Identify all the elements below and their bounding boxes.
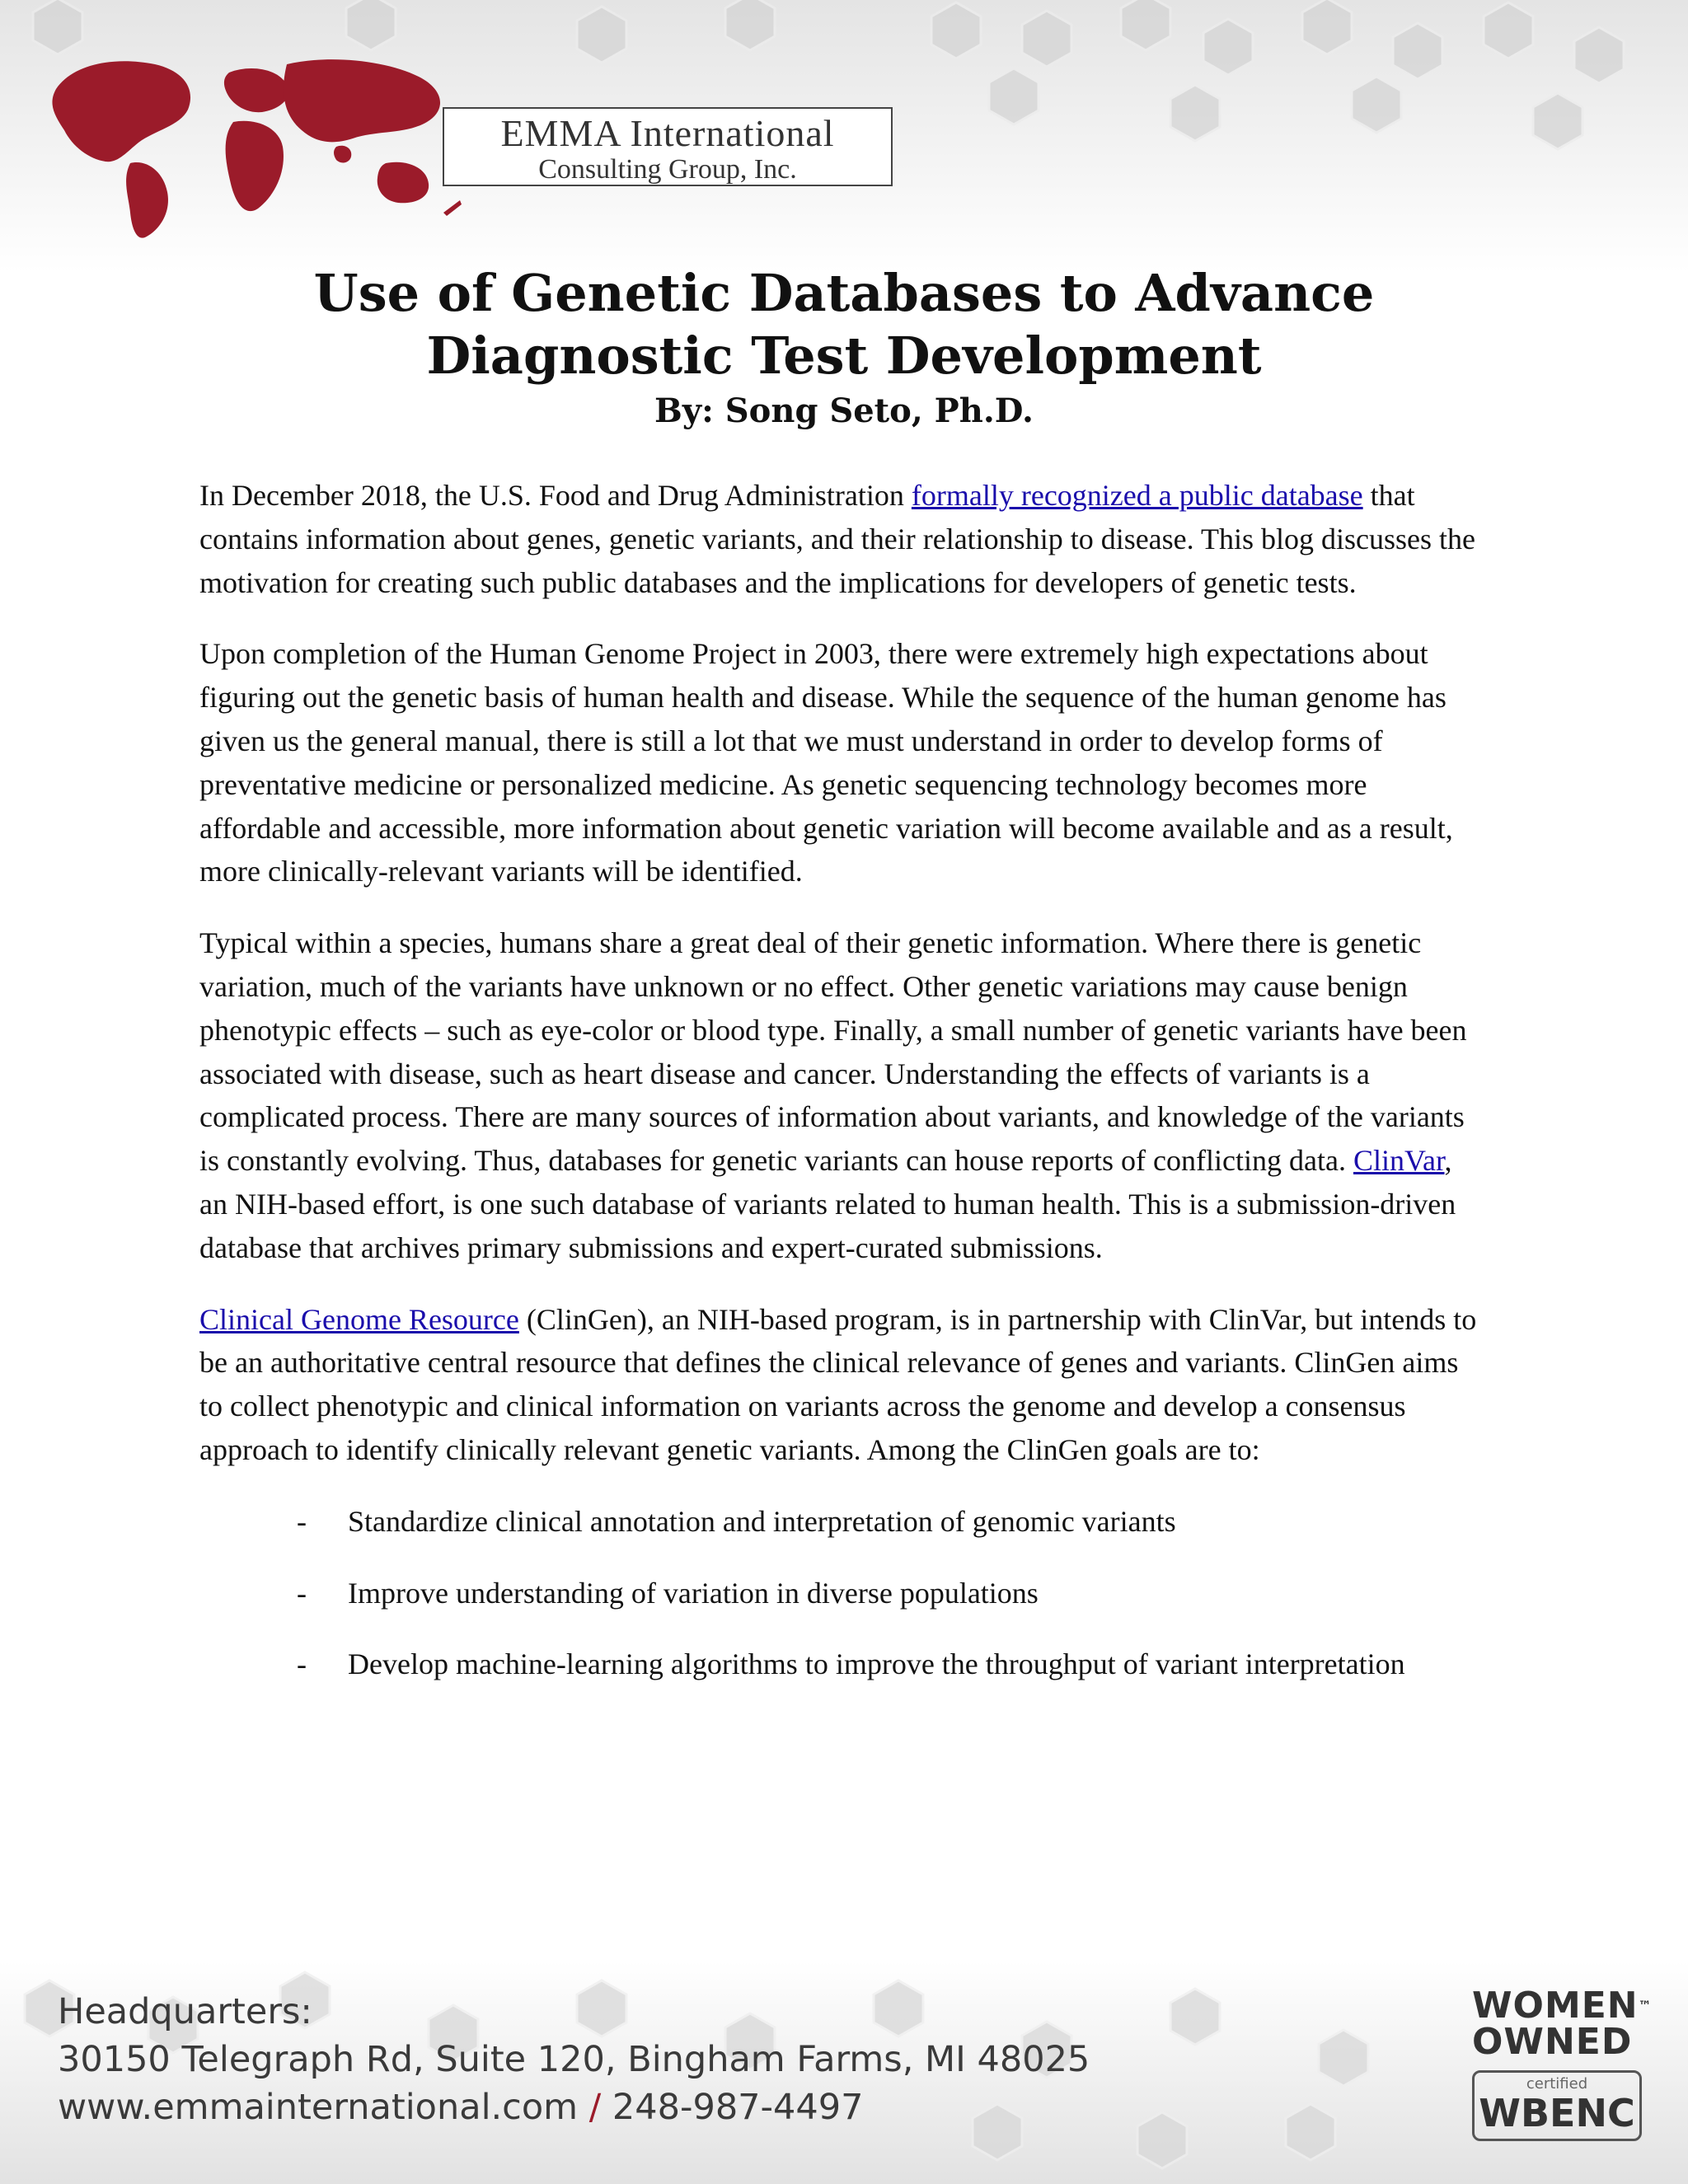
clinvar-link[interactable]: ClinVar	[1353, 1144, 1445, 1178]
fda-recognition-link[interactable]: formally recognized a public database	[911, 479, 1363, 512]
paragraph-1-text-before: In December 2018, the U.S. Food and Drug Administration	[199, 479, 912, 512]
paragraph-1	[199, 474, 1485, 604]
company-name: EMMA International	[500, 112, 835, 154]
contact-line	[58, 2083, 1090, 2131]
paragraph-1-text-after: that contains information about genes, genetic variants, and their relationship to disease. This blog discusses the motivation for creating such public databases and the implications for developers of genetic tests.	[199, 479, 1475, 599]
list-item	[199, 1572, 1485, 1615]
article-title	[0, 262, 1688, 387]
badge-owned: OWNED	[1472, 2021, 1633, 2063]
title-line-2: Diagnostic Test Development	[426, 326, 1262, 386]
company-subtitle: Consulting Group, Inc.	[538, 154, 797, 185]
women-owned-wbenc-badge	[1472, 1985, 1653, 2144]
company-logo-box	[443, 107, 893, 186]
paragraph-4	[199, 1298, 1485, 1472]
article-body	[199, 474, 1485, 1714]
article-byline: By: Song Seto, Ph.D.	[654, 391, 1034, 430]
contact-separator: /	[588, 2087, 602, 2128]
footer-contact	[58, 1988, 1090, 2131]
paragraph-4-text-after: (ClinGen), an NIH-based program, is in partnership with ClinVar, but intends to be an authoritative central resource that defines the clinical relevance of genes and variants. ClinGen aims to collect phenotypic and clinical information on variants across the genome and develop a consensus approach to identify clinically relevant genetic variants. Among the ClinGen goals are to:	[199, 1302, 1477, 1466]
clingen-link[interactable]: Clinical Genome Resource	[199, 1302, 519, 1336]
headquarters-label: Headquarters:	[58, 1991, 312, 2032]
bullet-dash: -	[297, 1576, 307, 1610]
badge-certified: certified	[1526, 2075, 1588, 2093]
list-item-text: Develop machine-learning algorithms to improve the throughput of variant interpretation	[348, 1647, 1405, 1681]
website-link[interactable]: www.emmainternational.com	[58, 2087, 579, 2128]
list-item-text: Improve understanding of variation in diverse populations	[348, 1576, 1039, 1610]
world-map-logo	[40, 40, 468, 246]
badge-women: WOMEN	[1472, 1985, 1639, 2027]
phone-number: 248-987-4497	[612, 2087, 864, 2128]
list-item	[199, 1643, 1485, 1686]
paragraph-2: Upon completion of the Human Genome Project in 2003, there were extremely high expectations about figuring out the genetic basis of human health and disease. While the sequence of the human genome has given us the general manual, there is still a lot that we must understand in order to develop forms of preventative medicine or personalized medicine. As genetic sequencing technology becomes more affordable and accessible, more information about genetic variation will become available and as a result, more clinically-relevant variants will be identified.	[199, 637, 1453, 888]
title-line-1: Use of Genetic Databases to Advance	[313, 263, 1375, 323]
clingen-goals-list	[199, 1500, 1485, 1686]
paragraph-3-text-before: Typical within a species, humans share a great deal of their genetic information. Where there is genetic variation, much of the variants have unknown or no effect. Other genetic variations may cause benign phenotypic effects – such as eye-color or blood type. Finally, a small number of genetic variants have been associated with disease, such as heart disease and cancer. Understanding the effects of variants is a complicated process. There are many sources of information about variants, and knowledge of the variants is constantly evolving. Thus, databases for genetic variants can house reports of conflicting data.	[199, 926, 1467, 1178]
list-item-text: Standardize clinical annotation and interpretation of genomic variants	[348, 1504, 1176, 1538]
bullet-dash: -	[297, 1647, 307, 1681]
headquarters-address: 30150 Telegraph Rd, Suite 120, Bingham Farms, MI 48025	[58, 2039, 1090, 2080]
paragraph-3	[199, 921, 1485, 1269]
badge-wbenc: WBENC	[1479, 2091, 1635, 2135]
badge-trademark: ™	[1638, 1998, 1653, 2013]
badge-certified-box	[1472, 2070, 1642, 2141]
list-item	[199, 1500, 1485, 1544]
bullet-dash: -	[297, 1504, 307, 1538]
paragraph-3-text-after: , an NIH-based effort, is one such database of variants related to human health. This is a submission-driven database that archives primary submissions and expert-curated submissions.	[199, 1144, 1456, 1264]
